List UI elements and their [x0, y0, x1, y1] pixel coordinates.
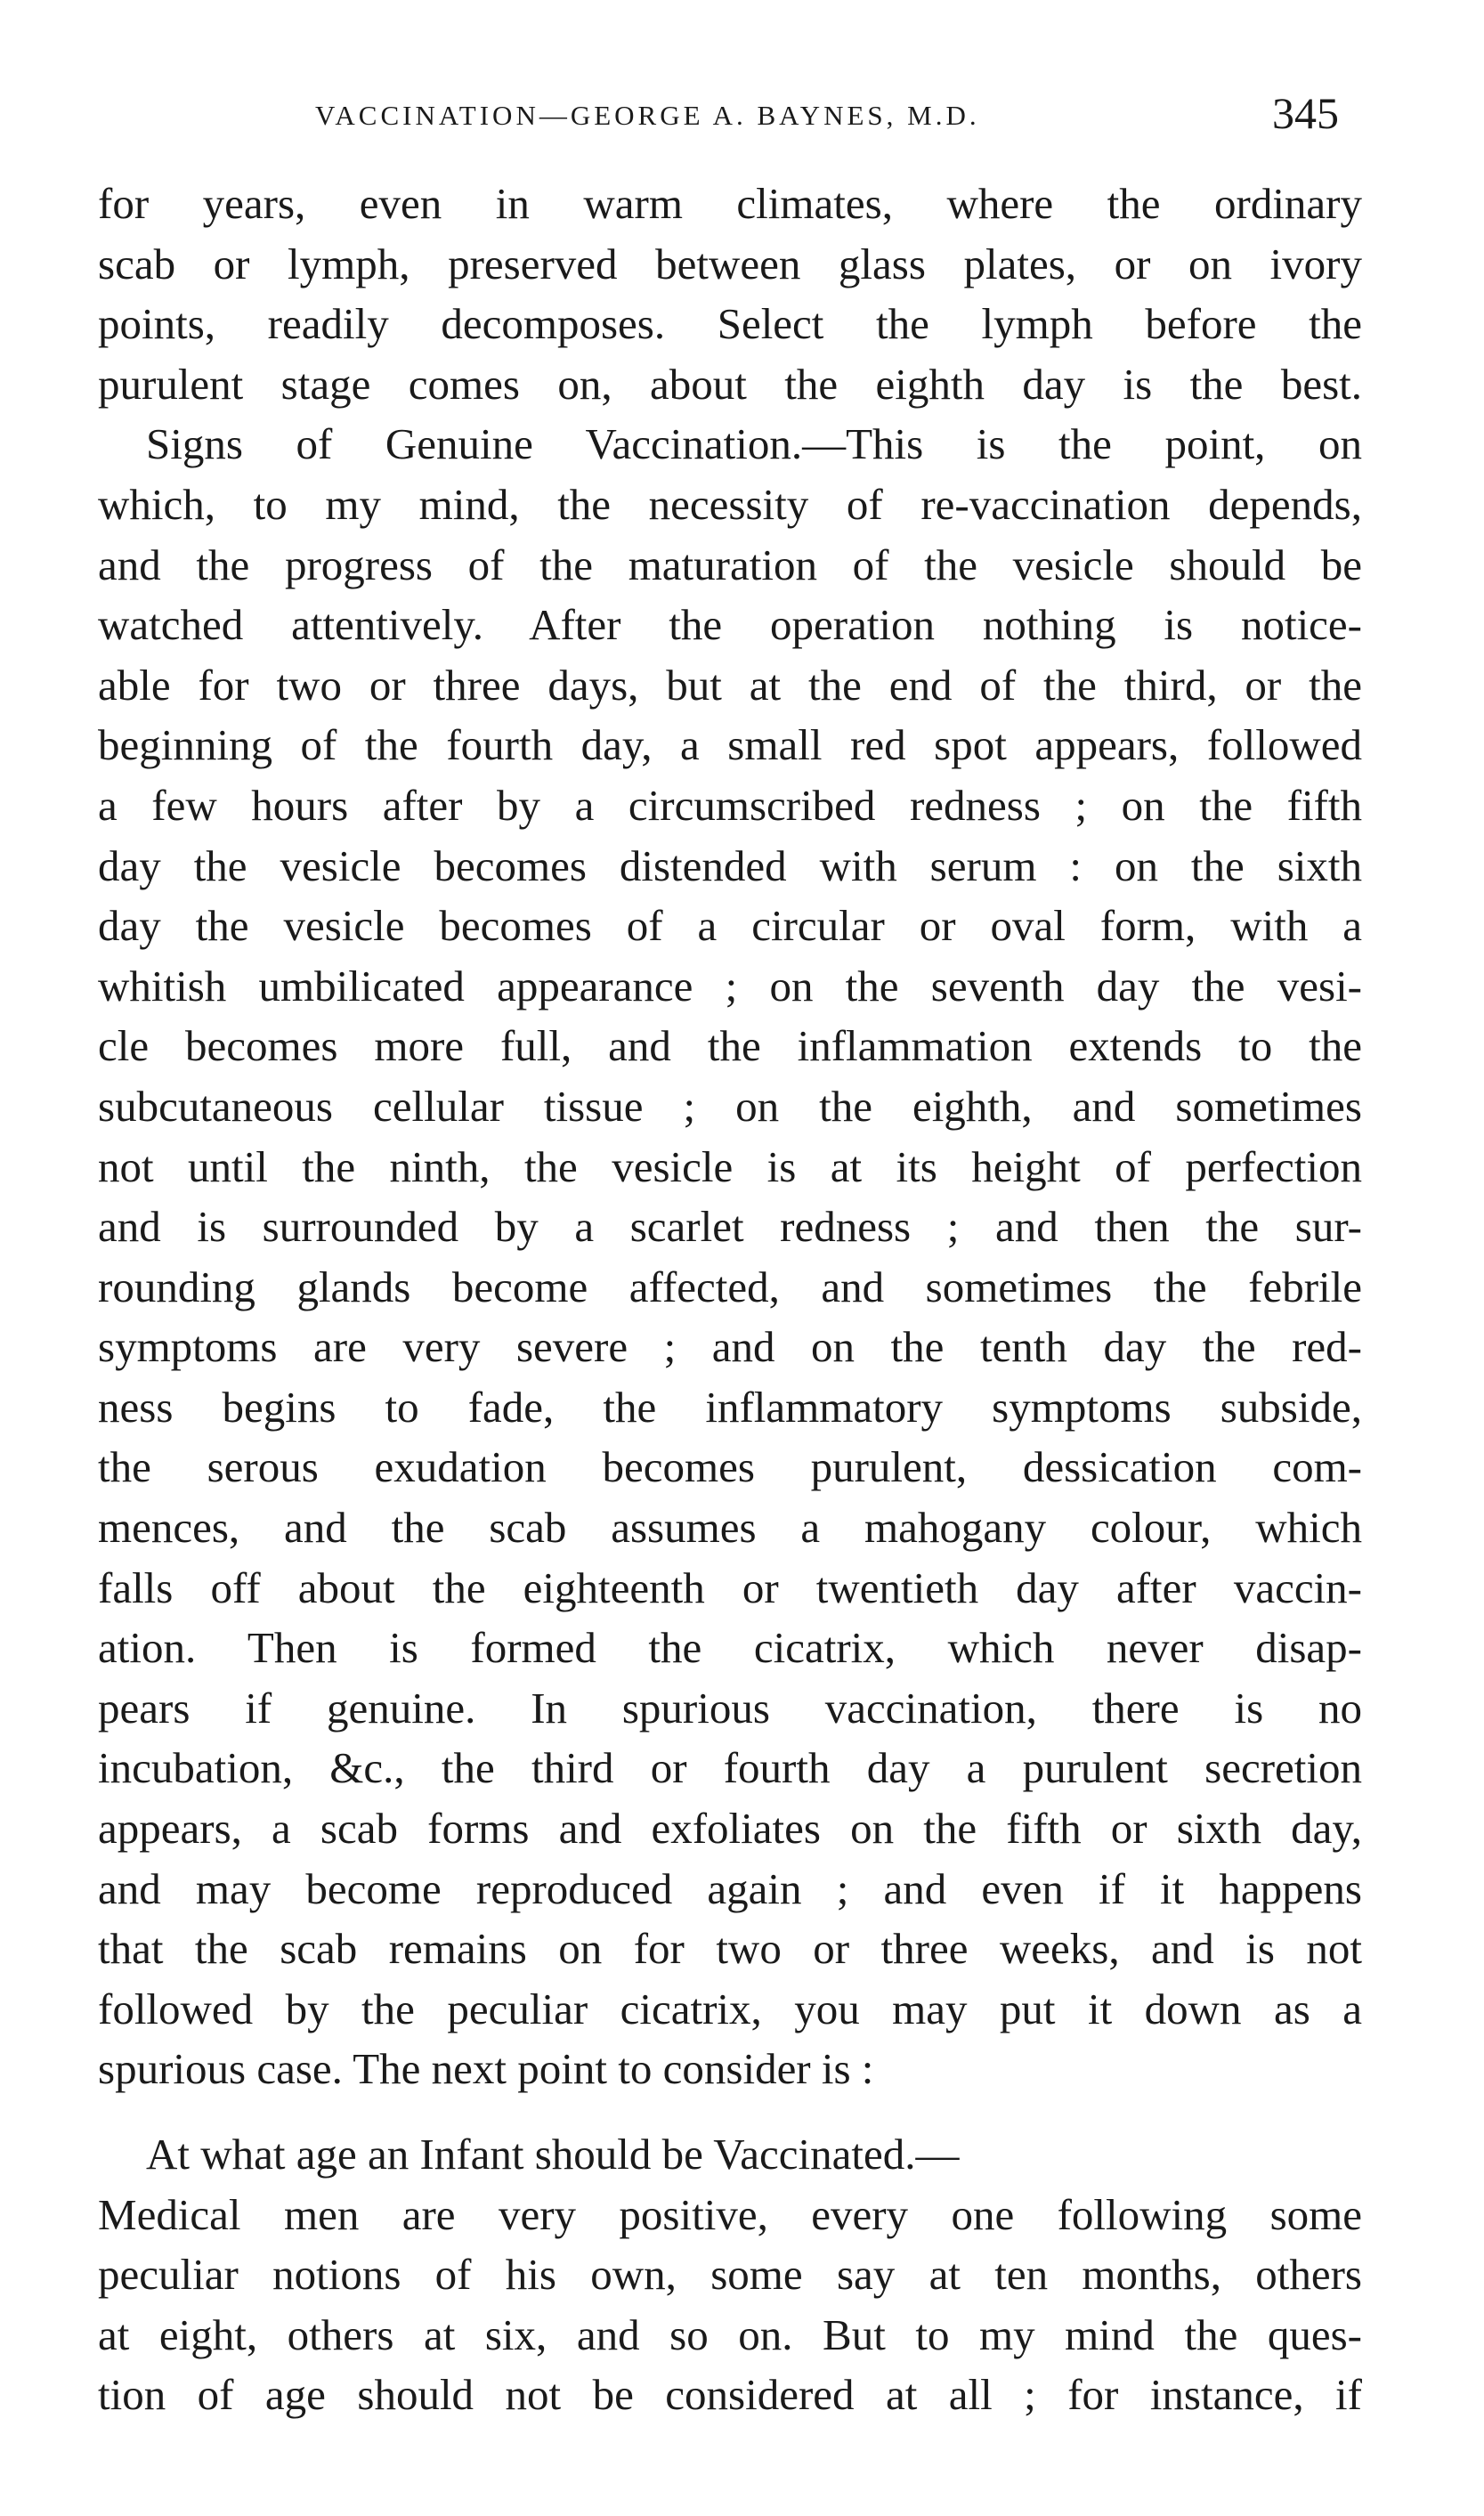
paragraph-continuation: [98, 174, 1362, 414]
text-line: cle becomes more full, and the inflammation extends to the: [98, 1021, 1362, 1071]
paragraph-age-of-vaccination: [98, 2124, 1362, 2425]
text-line: ation. Then is formed the cicatrix, which never disap-: [98, 1623, 1362, 1673]
page-number: 345: [1272, 88, 1339, 138]
text-line: ness begins to fade, the inflammatory symptoms subside,: [98, 1382, 1362, 1432]
text-line: beginning of the fourth day, a small red spot appears, followed: [98, 720, 1362, 770]
text-line: symptoms are very severe ; and on the tenth day the red-: [98, 1322, 1362, 1372]
text-line: pears if genuine. In spurious vaccination, there is no: [98, 1683, 1362, 1733]
section-heading-line: Signs of Genuine Vaccination.—This is the point, on: [146, 419, 1362, 469]
text-line: purulent stage comes on, about the eighth day is the best.: [98, 359, 1362, 409]
text-line: peculiar notions of his own, some say at ten months, others: [98, 2250, 1362, 2300]
text-line: day the vesicle becomes of a circular or oval form, with a: [98, 901, 1362, 951]
text-line: watched attentively. After the operation nothing is notice-: [98, 600, 1362, 650]
body-text: [98, 174, 1362, 2425]
text-line: points, readily decomposes. Select the lymph before the: [98, 299, 1362, 349]
running-title: VACCINATION—GEORGE A. BAYNES, M.D.: [315, 100, 980, 131]
text-line: and is surrounded by a scarlet redness ; and then the sur-: [98, 1202, 1362, 1252]
text-line: and the progress of the maturation of the vesicle should be: [98, 540, 1362, 589]
paragraph-signs-of-genuine-vaccination: [98, 414, 1362, 2099]
text-line: whitish umbilicated appearance ; on the seventh day the vesi-: [98, 961, 1362, 1010]
text-line: Medical men are very positive, every one following some: [98, 2189, 1362, 2239]
text-line: a few hours after by a circumscribed redness ; on the fifth: [98, 780, 1362, 830]
text-line: not until the ninth, the vesicle is at its height of perfection: [98, 1141, 1362, 1191]
text-line: followed by the peculiar cicatrix, you may put it down as a: [98, 1984, 1362, 2033]
text-line: rounding glands become affected, and sometimes the febrile: [98, 1262, 1362, 1311]
text-line: spurious case. The next point to consider is :: [98, 2044, 874, 2094]
text-line: appears, a scab forms and exfoliates on the fifth or sixth day,: [98, 1804, 1362, 1854]
text-line: incubation, &c., the third or fourth day a purulent secretion: [98, 1743, 1362, 1793]
text-line: tion of age should not be considered at all ; for instance, if: [98, 2370, 1362, 2420]
text-line: subcutaneous cellular tissue ; on the eighth, and sometimes: [98, 1081, 1362, 1131]
text-line: mences, and the scab assumes a mahogany colour, which: [98, 1503, 1362, 1553]
running-head: [315, 87, 1339, 141]
text-line: that the scab remains on for two or three weeks, and is not: [98, 1924, 1362, 1974]
text-line: able for two or three days, but at the end of the third, or the: [98, 660, 1362, 710]
paragraph-gap: [98, 2099, 1362, 2124]
text-line: scab or lymph, preserved between glass plates, or on ivory: [98, 239, 1362, 288]
text-line: and may become reproduced again ; and even if it happens: [98, 1863, 1362, 1913]
section-heading-line: At what age an Infant should be Vaccinated.—: [146, 2130, 960, 2179]
text-line: which, to my mind, the necessity of re-vaccination depends,: [98, 479, 1362, 529]
text-line: at eight, others at six, and so on. But to my mind the ques-: [98, 2309, 1362, 2359]
text-line: for years, even in warm climates, where the ordinary: [98, 179, 1362, 228]
text-line: the serous exudation becomes purulent, dessication com-: [98, 1442, 1362, 1492]
text-line: falls off about the eighteenth or twentieth day after vaccin-: [98, 1562, 1362, 1612]
text-line: day the vesicle becomes distended with serum : on the sixth: [98, 840, 1362, 890]
